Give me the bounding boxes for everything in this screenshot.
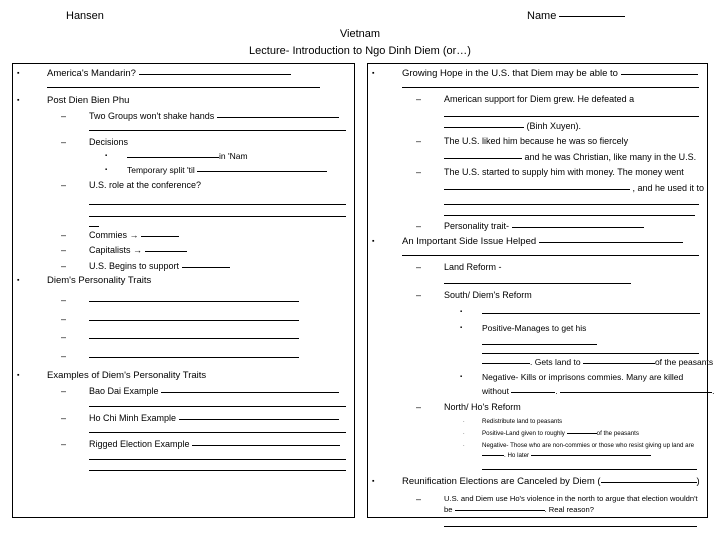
outline-text: Positive-Manages to get his	[482, 322, 587, 333]
outline-row-level2	[368, 256, 707, 275]
answer-blank[interactable]	[482, 313, 700, 314]
outline-row-level2	[13, 108, 354, 124]
answer-blank[interactable]	[621, 74, 698, 75]
list-item	[368, 256, 707, 285]
outline-row-level1	[13, 64, 354, 81]
dash-bullet-icon: –	[61, 229, 67, 240]
answer-rule[interactable]	[89, 216, 346, 217]
square-bullet-icon: ▪	[17, 372, 20, 379]
list-item	[13, 326, 354, 345]
tiny-bullet-icon: ·	[463, 431, 465, 437]
answer-blank[interactable]	[482, 363, 530, 364]
dash-bullet-icon: –	[61, 350, 67, 361]
right-column-box	[367, 63, 715, 518]
outline-row-level1	[368, 234, 707, 249]
answer-blank[interactable]	[482, 455, 504, 456]
left-column-box	[12, 63, 355, 518]
list-item	[368, 398, 707, 415]
outline-row-continuation	[368, 180, 707, 196]
answer-blank[interactable]	[583, 363, 655, 364]
outline-row-continuation	[368, 354, 714, 369]
answer-blank[interactable]	[512, 227, 644, 228]
outline-text: The U.S. started to supply him with money. The money went	[444, 167, 684, 177]
dash-bullet-icon: –	[61, 111, 67, 121]
list-item	[13, 131, 354, 150]
outline-row-level2	[13, 383, 354, 399]
answer-blank[interactable]	[141, 236, 179, 237]
outline-row-level2	[368, 398, 707, 415]
list-item	[13, 177, 354, 227]
outline-text: American support for Diem grew. He defeated a	[444, 94, 635, 104]
answer-rule[interactable]	[482, 344, 597, 345]
outline-row-level2	[13, 177, 354, 193]
outline-row-continuation	[368, 149, 707, 165]
outline-text: of the peasants	[654, 356, 714, 367]
dash-bullet-icon: –	[61, 295, 67, 305]
square-bullet-icon: ▪	[17, 277, 20, 284]
dash-bullet-icon: –	[416, 261, 422, 272]
outline-row-level2	[368, 133, 707, 149]
outline-row-level1	[13, 88, 354, 108]
answer-rule[interactable]	[89, 470, 346, 471]
outline-text: Ho Chi Minh Example	[89, 412, 177, 423]
unit-title: Vietnam	[339, 28, 381, 40]
period-text: .	[712, 385, 715, 396]
answer-rule[interactable]	[89, 459, 346, 460]
list-item	[13, 383, 354, 407]
outline-text: U.S. and Diem use Ho's violence in the north to argue that election wouldn't be	[444, 494, 698, 514]
dash-bullet-icon: –	[416, 221, 422, 231]
outline-row-level3	[13, 149, 354, 163]
list-item	[368, 88, 707, 133]
dash-bullet-icon: –	[416, 167, 422, 177]
outline-text: North/ Ho's Reform	[444, 401, 521, 412]
list-item	[368, 216, 707, 234]
answer-blank[interactable]	[197, 171, 327, 172]
outline-row-level2	[13, 308, 354, 327]
answer-rule[interactable]	[89, 204, 346, 205]
list-item	[368, 284, 707, 303]
outline-row-continuation	[368, 384, 715, 398]
outline-row-level2	[13, 288, 354, 308]
outline-row-level3	[13, 163, 354, 177]
outline-text: Two Groups won't shake hands	[89, 111, 215, 121]
list-item	[13, 108, 354, 131]
outline-row-level2	[368, 284, 707, 303]
outline-text: . Ho later	[504, 452, 530, 459]
small-bullet-icon: ▪	[460, 324, 463, 331]
dash-bullet-icon: –	[61, 260, 67, 271]
name-label: Name	[527, 10, 557, 22]
answer-blank[interactable]	[161, 392, 339, 393]
answer-blank[interactable]	[444, 158, 522, 159]
answer-blank[interactable]	[89, 338, 299, 339]
outline-text: Commies →	[89, 229, 139, 240]
teacher-name: Hansen	[66, 10, 104, 22]
outline-text: without	[482, 385, 509, 396]
list-item	[13, 242, 354, 258]
list-item	[13, 88, 354, 108]
list-item	[13, 345, 354, 364]
list-item	[13, 258, 354, 274]
dash-bullet-icon: –	[416, 136, 422, 146]
outline-text: . Real reason?	[544, 505, 594, 514]
answer-rule[interactable]	[444, 526, 697, 527]
answer-rule[interactable]	[444, 204, 699, 205]
answer-blank[interactable]	[89, 301, 299, 302]
outline-text: in 'Nam	[219, 151, 248, 161]
outline-row-level3	[368, 303, 707, 319]
dash-bullet-icon: –	[61, 180, 67, 190]
right-outline-list	[368, 64, 715, 527]
list-item	[368, 439, 707, 470]
outline-text: Bao Dai Example	[89, 386, 159, 396]
dash-bullet-icon: –	[61, 245, 67, 255]
list-item	[13, 64, 354, 88]
list-item	[13, 433, 354, 471]
answer-blank[interactable]	[192, 445, 340, 446]
dash-bullet-icon: –	[61, 439, 67, 449]
outline-row-level2	[368, 216, 707, 234]
outline-text: Redistribute land to peasants	[482, 418, 563, 425]
list-item	[13, 407, 354, 434]
list-item	[368, 369, 715, 398]
outline-row-level3	[368, 369, 707, 384]
square-bullet-icon: ▪	[372, 478, 375, 485]
outline-text: Examples of Diem's Personality Traits	[47, 370, 207, 381]
outline-row-level2	[13, 326, 354, 345]
outline-text: Reunification Elections are Canceled by Diem (	[402, 476, 601, 487]
list-item	[13, 288, 354, 308]
outline-text: Land Reform -	[444, 261, 502, 272]
outline-text: The U.S. liked him because he was so fiercely	[444, 136, 629, 146]
outline-text: South/ Diem's Reform	[444, 290, 532, 300]
dash-bullet-icon: –	[61, 313, 67, 324]
name-blank-line[interactable]	[559, 16, 625, 17]
outline-row-level2	[368, 164, 707, 180]
outline-row-level2	[13, 258, 354, 274]
outline-text: U.S. role at the conference?	[89, 180, 202, 190]
dash-bullet-icon: –	[61, 136, 67, 147]
outline-text: Negative- Kills or imprisons commies. Many are killed	[482, 371, 684, 382]
list-item	[368, 319, 714, 369]
outline-text: . Gets land to	[530, 356, 581, 367]
small-bullet-icon: ▪	[460, 373, 463, 380]
answer-blank[interactable]	[127, 157, 219, 158]
square-bullet-icon: ▪	[372, 70, 375, 77]
outline-text: Post Dien Bien Phu	[47, 95, 130, 106]
list-item	[368, 427, 707, 439]
document-header	[0, 0, 720, 60]
outline-row-level4	[368, 439, 707, 461]
outline-row-level2	[368, 88, 707, 107]
answer-blank[interactable]	[89, 320, 299, 321]
outline-row-level3	[368, 319, 707, 335]
answer-blank[interactable]	[182, 267, 230, 268]
outline-text: and he was Christian, like many in the U.S.	[524, 151, 697, 162]
answer-blank[interactable]	[601, 482, 697, 483]
close-paren-text: )	[696, 476, 700, 487]
answer-blank[interactable]	[444, 127, 524, 128]
outline-row-level4	[368, 427, 707, 439]
worksheet-columns	[0, 63, 720, 519]
square-bullet-icon: ▪	[372, 237, 375, 245]
dash-bullet-icon: –	[61, 412, 67, 423]
answer-blank[interactable]	[89, 357, 299, 358]
tiny-bullet-icon: ·	[463, 443, 465, 449]
outline-text: America's Mandarin?	[47, 68, 136, 79]
outline-row-level2	[13, 227, 354, 243]
outline-row-level2	[13, 131, 354, 150]
outline-text: Growing Hope in the U.S. that Diem may be able to	[402, 68, 618, 79]
dash-bullet-icon: –	[61, 332, 67, 342]
answer-blank[interactable]	[139, 74, 291, 75]
list-item	[13, 273, 354, 288]
small-bullet-icon: ▪	[105, 167, 108, 173]
dash-bullet-icon: –	[61, 386, 67, 396]
left-outline-list	[13, 64, 354, 471]
outline-row-level1	[368, 64, 707, 81]
dash-bullet-icon: –	[416, 401, 422, 412]
square-bullet-icon: ▪	[17, 97, 20, 104]
list-item	[13, 163, 354, 177]
dash-bullet-icon: –	[416, 290, 422, 300]
outline-text: Rigged Election Example	[89, 439, 190, 449]
outline-text: Capitalists →	[89, 245, 143, 255]
lecture-title: Lecture- Introduction to Ngo Dinh Diem (or…)	[249, 45, 471, 57]
outline-text: Temporary split 'til	[127, 165, 195, 175]
list-item	[13, 363, 354, 383]
list-item	[368, 133, 707, 164]
list-item	[368, 64, 707, 88]
period-text: .	[555, 385, 558, 396]
outline-text: of the peasants	[596, 430, 639, 437]
outline-row-level2	[13, 242, 354, 258]
answer-blank[interactable]	[179, 419, 339, 420]
list-item	[368, 164, 707, 216]
answer-blank[interactable]	[560, 392, 712, 393]
answer-blank[interactable]	[455, 510, 545, 511]
outline-row-level2	[13, 345, 354, 364]
answer-blank[interactable]	[539, 242, 683, 243]
list-item	[13, 227, 354, 243]
list-item	[368, 470, 707, 489]
answer-blank[interactable]	[217, 117, 339, 118]
outline-text: Personality trait-	[444, 221, 510, 231]
outline-text: , and he used it to	[632, 182, 705, 193]
outline-row-level1	[368, 470, 707, 489]
square-bullet-icon: ▪	[17, 70, 20, 77]
list-item	[368, 234, 707, 256]
outline-row-level2	[13, 407, 354, 426]
list-item	[13, 149, 354, 163]
outline-row-level1	[13, 363, 354, 383]
list-item	[368, 303, 707, 319]
outline-text: Negative- Those who are non-commies or those who resist giving up land are	[482, 442, 695, 449]
outline-row-level2	[13, 433, 354, 452]
outline-text: Positive-Land given to roughly	[482, 430, 565, 437]
outline-text: U.S. Begins to support	[89, 260, 180, 271]
list-item	[368, 489, 707, 527]
student-name-field	[527, 10, 625, 22]
answer-blank[interactable]	[145, 251, 187, 252]
small-bullet-icon: ▪	[105, 153, 108, 159]
answer-blank[interactable]	[531, 455, 651, 456]
outline-row-level4	[368, 414, 707, 427]
small-bullet-icon: ▪	[460, 308, 463, 315]
outline-text: An Important Side Issue Helped	[402, 235, 537, 247]
tiny-bullet-icon: ·	[463, 419, 465, 425]
answer-blank[interactable]	[444, 189, 630, 190]
dash-bullet-icon: –	[416, 94, 422, 104]
answer-blank[interactable]	[511, 392, 555, 393]
outline-text: (Binh Xuyen).	[526, 120, 582, 131]
outline-row-continuation	[368, 117, 707, 134]
outline-text: Decisions	[89, 136, 129, 147]
list-item	[368, 414, 707, 427]
list-item	[13, 308, 354, 327]
outline-row-level2	[368, 489, 707, 515]
answer-blank[interactable]	[567, 433, 597, 434]
outline-text: Diem's Personality Traits	[47, 275, 152, 286]
dash-bullet-icon: –	[416, 494, 422, 504]
outline-row-level1	[13, 273, 354, 288]
